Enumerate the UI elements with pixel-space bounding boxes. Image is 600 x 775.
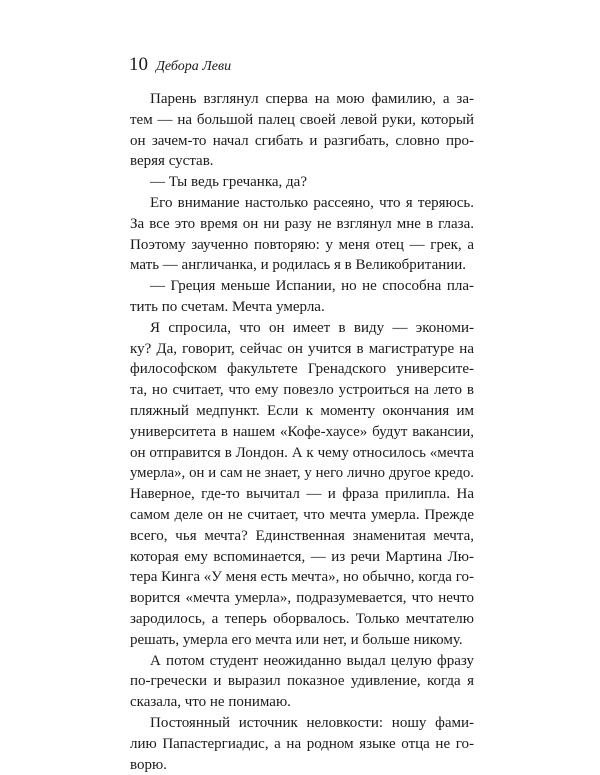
- text-line: он отправится в Лондон. А к чему относилось «мечта: [130, 443, 474, 464]
- text-line: — Греция меньше Испании, но не способна пла-: [130, 276, 474, 297]
- text-line: сказала, что не понимаю.: [130, 692, 474, 713]
- text-line: ворю.: [130, 755, 474, 775]
- text-line: тить по счетам. Мечта умерла.: [130, 297, 474, 318]
- text-line: мать — англичанка, и родилась я в Великобритании.: [130, 255, 474, 276]
- running-header: [129, 54, 489, 80]
- text-line: умерла», он и сам не знает, у него лично другое кредо.: [130, 463, 474, 484]
- text-line: решать, умерла его мечта или нет, и больше никому.: [130, 630, 474, 651]
- body-text: [130, 89, 474, 775]
- text-line: веряя сустав.: [130, 151, 474, 172]
- text-line: философском факультете Гренадского университе-: [130, 359, 474, 380]
- text-line: ворится «мечта умерла», подразумевается, что нечто: [130, 588, 474, 609]
- text-line: он зачем-то начал сгибать и разгибать, словно про-: [130, 131, 474, 152]
- text-line: Поэтому заученно повторяю: у меня отец — грек, а: [130, 235, 474, 256]
- text-line: пляжный медпункт. Если к моменту окончания им: [130, 401, 474, 422]
- text-line: Его внимание настолько рассеяно, что я теряюсь.: [130, 193, 474, 214]
- text-line: Я спросила, что он имеет в виду — экономи-: [130, 318, 474, 339]
- text-line: университета в нашем «Кофе-хаусе» будут вакансии,: [130, 422, 474, 443]
- text-line: ку? Да, говорит, сейчас он учится в магистратуре на: [130, 339, 474, 360]
- text-line: которая ему вспоминается, — из речи Мартина Лю-: [130, 547, 474, 568]
- text-line: лию Папастергиадис, а на родном языке отца не го-: [130, 734, 474, 755]
- text-line: та, но считает, что ему повезло устроиться на лето в: [130, 380, 474, 401]
- running-head-author: Дебора Леви: [156, 59, 231, 75]
- text-line: — Ты ведь гречанка, да?: [130, 172, 474, 193]
- text-line: Наверное, где-то вычитал — и фраза прилипла. На: [130, 484, 474, 505]
- text-line: тера Кинга «У меня есть мечта», но обычно, когда го-: [130, 567, 474, 588]
- text-line: самом деле он не считает, что мечта умерла. Прежде: [130, 505, 474, 526]
- text-line: тем — на большой палец своей левой руки, который: [130, 110, 474, 131]
- text-line: А потом студент неожиданно выдал целую фразу: [130, 651, 474, 672]
- text-line: всего, чья мечта? Единственная знаменитая мечта,: [130, 526, 474, 547]
- text-line: Постоянный источник неловкости: ношу фами-: [130, 713, 474, 734]
- text-line: по-гречески и выразил показное удивление, когда я: [130, 671, 474, 692]
- text-line: За все это время он ни разу не взглянул мне в глаза.: [130, 214, 474, 235]
- text-line: зародилось, а теперь оборвалось. Только мечтателю: [130, 609, 474, 630]
- page-number: 10: [129, 54, 148, 76]
- text-line: Парень взглянул сперва на мою фамилию, а за-: [130, 89, 474, 110]
